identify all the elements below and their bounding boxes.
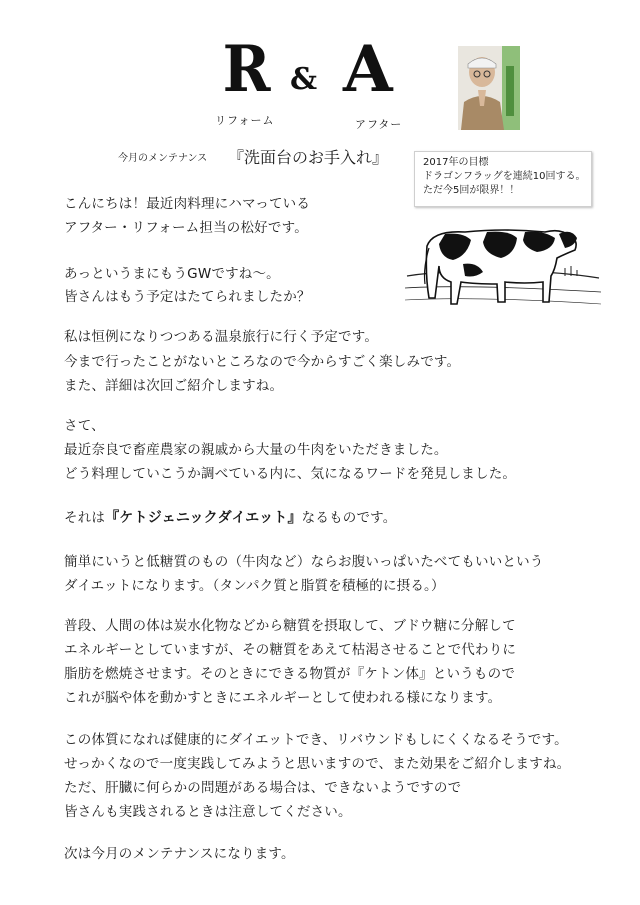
goal-line: ドラゴンフラッグを連続10回する。 — [423, 171, 586, 182]
goal-line: ただ今5回が限界！！ — [423, 185, 520, 196]
body-line: ただ、肝臓に何らかの問題がある場合は、できないようですので — [64, 780, 462, 796]
body-line: エネルギーとしていますが、その糖質をあえて枯渇させることで代わりに — [64, 642, 517, 658]
body-line: 皆さんも実践されるときは注意してください。 — [64, 804, 352, 820]
keto-heading-emph: 『ケトジェニックダイエット』 — [105, 510, 302, 526]
logo-subtitle-after: アフター — [355, 118, 403, 131]
logo-letter-r: R — [222, 32, 271, 107]
keto-heading-line — [64, 506, 397, 527]
body-line: さて、 — [64, 418, 105, 434]
body-line: どう料理していこうか調べている内に、気になるワードを発見しました。 — [64, 466, 517, 482]
body-line: こんにちは！最近肉料理にハマっている — [64, 196, 311, 212]
body-line: この体質になれば健康的にダイエットでき、リバウンドもしにくくなるそうです。 — [64, 732, 568, 748]
ra-logo — [215, 30, 415, 140]
maintenance-title: 『洗面台のお手入れ』 — [228, 148, 389, 167]
body-line: せっかくなので一度実践してみようと思いますので、また効果をご紹介しますね。 — [64, 756, 571, 772]
body-line: 皆さんはもう予定はたてられましたか？ — [64, 289, 311, 305]
body-line: 次は今月のメンテナンスになります。 — [64, 846, 295, 862]
body-line: 今まで行ったことがないところなので今からすごく楽しみです。 — [64, 354, 461, 370]
body-line: ダイエットになります。（タンパク質と脂質を積極的に摂る。） — [64, 578, 445, 594]
body-line: アフター・リフォーム担当の松好です。 — [64, 220, 308, 236]
keto-heading-post: なるものです。 — [301, 510, 397, 526]
body-line: 普段、人間の体は炭水化物などから糖質を摂取して、ブドウ糖に分解して — [64, 618, 516, 634]
logo-letter-a: A — [343, 32, 393, 107]
staff-photo — [458, 46, 520, 130]
body-line: 私は恒例になりつつある温泉旅行に行く予定です。 — [64, 329, 379, 345]
goal-note — [414, 151, 592, 207]
body-line: これが脳や体を動かすときにエネルギーとして使われる様になります。 — [64, 690, 502, 706]
logo-subtitle-reform: リフォーム — [215, 114, 275, 127]
body-line: 脂肪を燃焼させます。そのときにできる物質が『ケトン体』というもので — [64, 666, 516, 682]
body-line: 最近奈良で畜産農家の親戚から大量の牛肉をいただきました。 — [64, 442, 448, 458]
body-line: また、詳細は次回ご紹介しますね。 — [64, 378, 284, 394]
logo-ampersand: & — [290, 62, 318, 97]
body-line: あっというまにもうGWですね～。 — [64, 266, 280, 282]
goal-line: 2017年の目標 — [423, 157, 489, 168]
keto-heading-pre: それは — [64, 510, 106, 526]
maintenance-label: 今月のメンテナンス — [118, 153, 208, 164]
body-line: 簡単にいうと低糖質のもの（牛肉など）ならお腹いっぱいたべてもいいという — [64, 554, 544, 570]
cow-illustration — [405, 218, 601, 328]
